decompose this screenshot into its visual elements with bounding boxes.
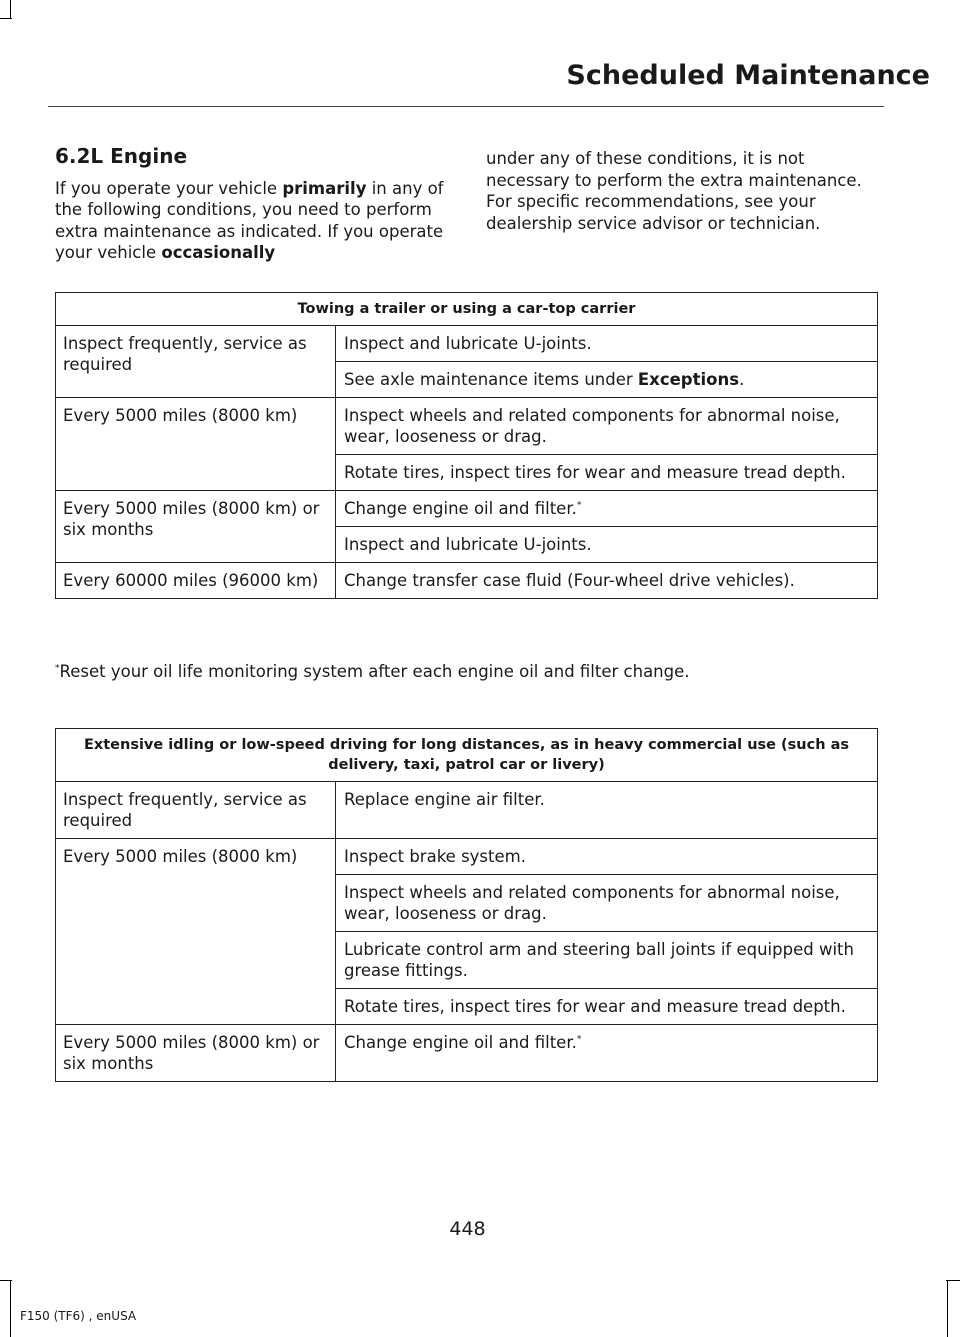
- document-id: F150 (TF6) , enUSA: [20, 1309, 137, 1323]
- action-cell: Rotate tires, inspect tires for wear and measure tread depth.: [336, 455, 878, 491]
- interval-cell: Every 60000 miles (96000 km): [56, 563, 336, 599]
- section-heading: 6.2L Engine: [55, 144, 188, 168]
- action-text: See axle maintenance items under: [344, 370, 638, 389]
- crop-mark: [0, 1280, 12, 1281]
- table-row: [56, 782, 878, 839]
- interval-cell: Every 5000 miles (8000 km) or six months: [56, 1025, 336, 1082]
- action-cell: Inspect and lubricate U-joints.: [336, 326, 878, 362]
- intro-paragraph-continued: under any of these conditions, it is not necessary to perform the extra maintenance. For specific recommendations, see your dealership service advisor or technician.: [486, 149, 862, 233]
- page-number: 448: [449, 1218, 486, 1240]
- interval-cell: Every 5000 miles (8000 km): [56, 398, 336, 491]
- table-row: [56, 1025, 878, 1082]
- table-header-row: [56, 293, 878, 326]
- action-cell: Lubricate control arm and steering ball joints if equipped with grease fittings.: [336, 932, 878, 989]
- action-cell: Inspect and lubricate U-joints.: [336, 527, 878, 563]
- towing-maintenance-table: [55, 292, 878, 599]
- crop-mark: [946, 1280, 960, 1281]
- crop-mark: [0, 18, 12, 19]
- footnote-marker: *: [576, 500, 582, 511]
- action-text: Change engine oil and filter.: [344, 1033, 577, 1052]
- action-cell: [336, 1025, 878, 1082]
- interval-cell: Inspect frequently, service as required: [56, 782, 336, 839]
- intro-keyword-primarily: primarily: [282, 178, 367, 198]
- action-text: .: [739, 370, 745, 389]
- footnote: [55, 662, 690, 681]
- action-cell: [336, 491, 878, 527]
- header-divider: [48, 106, 884, 107]
- table-title: Towing a trailer or using a car-top carrier: [56, 293, 878, 326]
- footnote-marker: *: [55, 663, 60, 674]
- table-row: [56, 326, 878, 362]
- table-row: [56, 491, 878, 527]
- action-cell: Inspect wheels and related components for abnormal noise, wear, looseness or drag.: [336, 875, 878, 932]
- crop-mark: [947, 1280, 948, 1337]
- footnote-text: Reset your oil life monitoring system after each engine oil and filter change.: [59, 662, 690, 681]
- intro-left-column: [55, 146, 450, 264]
- action-cell: Inspect wheels and related components for abnormal noise, wear, looseness or drag.: [336, 398, 878, 455]
- intro-right-column: [486, 148, 878, 234]
- intro-keyword-occasionally: occasionally: [161, 243, 276, 262]
- table-header-row: [56, 729, 878, 782]
- action-cell: [336, 362, 878, 398]
- action-cell: Inspect brake system.: [336, 839, 878, 875]
- action-text: Change engine oil and filter.: [344, 499, 577, 518]
- table-row: [56, 398, 878, 455]
- action-cell: Rotate tires, inspect tires for wear and measure tread depth.: [336, 989, 878, 1025]
- interval-cell: Inspect frequently, service as required: [56, 326, 336, 398]
- intro-text: in any of the following conditions, you need to perform extra maintenance as indicated. If you operate your vehicle: [55, 178, 444, 262]
- crop-mark: [10, 1280, 11, 1337]
- action-cell: Change transfer case fluid (Four-wheel drive vehicles).: [336, 563, 878, 599]
- page-header-title: Scheduled Maintenance: [566, 60, 930, 91]
- interval-cell: Every 5000 miles (8000 km) or six months: [56, 491, 336, 563]
- table-title: Extensive idling or low-speed driving for long distances, as in heavy commercial use (such as delivery, taxi, patrol car or livery): [56, 729, 878, 782]
- table-row: [56, 839, 878, 875]
- intro-paragraph: [55, 178, 450, 264]
- interval-cell: Every 5000 miles (8000 km): [56, 839, 336, 1025]
- intro-text: If you operate your vehicle: [55, 178, 283, 198]
- idling-maintenance-table: [55, 728, 878, 1082]
- crop-mark: [10, 0, 11, 18]
- footnote-marker: *: [576, 1034, 582, 1045]
- exceptions-reference: Exceptions: [637, 370, 740, 389]
- action-cell: Replace engine air filter.: [336, 782, 878, 839]
- table-row: [56, 563, 878, 599]
